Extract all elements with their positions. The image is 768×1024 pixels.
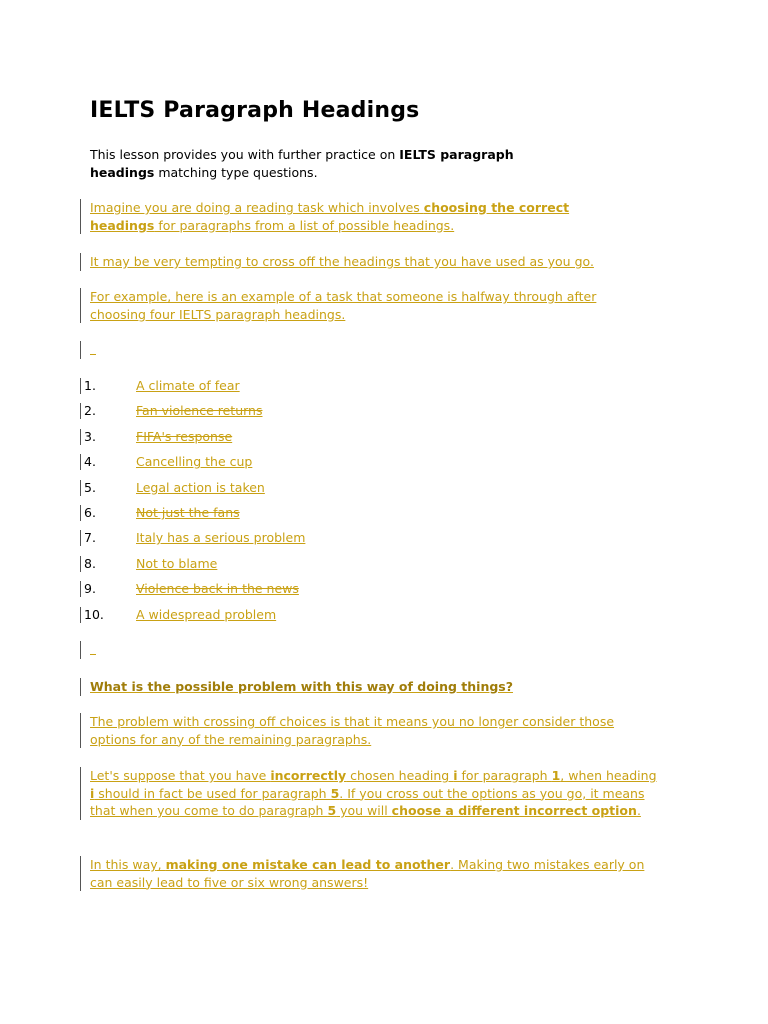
paragraph-mistake[interactable] xyxy=(80,856,665,891)
list-item-number: 4. xyxy=(84,454,96,469)
heading-link[interactable]: A climate of fear xyxy=(136,378,240,393)
p5-m: you will xyxy=(336,803,392,818)
heading-list-item xyxy=(80,453,380,471)
p6-c: . Making two mistakes early on can easily lead to five or six wrong answers! xyxy=(90,857,645,890)
intro-text-end: matching type questions. xyxy=(154,165,318,180)
list-item-number: 6. xyxy=(84,505,96,520)
p5-l: 5 xyxy=(327,803,337,818)
p1-bold: choosing the correct headings xyxy=(90,200,570,233)
empty-link-underline xyxy=(90,641,96,655)
p5-a: Let's suppose that you have xyxy=(90,768,271,783)
heading-link-crossed[interactable]: Violence back in the news xyxy=(136,581,299,596)
heading-link-crossed[interactable]: Not just the fans xyxy=(136,505,240,520)
list-item-bar xyxy=(80,581,81,597)
heading-list-item xyxy=(80,606,380,624)
heading-list-item xyxy=(80,580,380,598)
heading-link[interactable]: Legal action is taken xyxy=(136,480,265,495)
heading-link[interactable]: Cancelling the cup xyxy=(136,454,253,469)
intro-bold: IELTS paragraph headings xyxy=(90,147,514,180)
heading-link-crossed[interactable]: FIFA's response xyxy=(136,429,233,444)
heading-list-item xyxy=(80,479,380,497)
p5-c: chosen heading xyxy=(346,768,454,783)
paragraph-mistake-link[interactable] xyxy=(90,857,644,890)
p5-h: i xyxy=(90,785,95,801)
p5-i: should in fact be used for paragraph xyxy=(94,785,331,801)
paragraph-problem[interactable] xyxy=(80,713,660,748)
list-item-number: 1. xyxy=(84,378,96,393)
intro-text: This lesson provides you with further practice on xyxy=(90,147,400,162)
heading-link[interactable]: Italy has a serious problem xyxy=(136,530,306,545)
paragraph-tempting-link[interactable]: It may be very tempting to cross off the headings that you have used as you go. xyxy=(90,254,594,269)
list-item-number: 7. xyxy=(84,530,96,545)
p5-k: . If you cross out the options as you go, it means that when you come to do paragraph xyxy=(90,785,645,818)
empty-link-1[interactable] xyxy=(80,341,96,359)
list-item-number: 2. xyxy=(84,403,96,418)
heading-link-crossed[interactable]: Fan violence returns xyxy=(136,403,263,418)
p5-g: , when heading xyxy=(560,768,657,783)
p1-text-end: for paragraphs from a list of possible headings. xyxy=(154,217,455,233)
p1-text: Imagine you are doing a reading task which involves xyxy=(90,200,424,215)
p5-f: 1 xyxy=(551,768,561,783)
paragraph-suppose[interactable] xyxy=(80,767,660,820)
p5-e: for paragraph xyxy=(457,768,552,783)
list-item-bar xyxy=(80,378,81,394)
list-item-number: 3. xyxy=(84,429,96,444)
question-link[interactable]: What is the possible problem with this way of doing things? xyxy=(90,679,513,694)
heading-list-item xyxy=(80,377,380,395)
heading-list-item xyxy=(80,402,380,420)
empty-link-underline xyxy=(90,341,96,355)
paragraph-imagine-link[interactable] xyxy=(90,200,569,233)
list-item-bar xyxy=(80,530,81,546)
paragraph-imagine[interactable] xyxy=(80,199,610,234)
p6-a: In this way, xyxy=(90,857,166,872)
list-item-bar xyxy=(80,505,81,521)
p6-b: making one mistake can lead to another xyxy=(165,857,451,872)
list-item-bar xyxy=(80,556,81,572)
list-item-bar xyxy=(80,480,81,496)
p5-o: . xyxy=(636,803,641,818)
intro-paragraph xyxy=(90,146,560,182)
paragraph-example-link[interactable]: For example, here is an example of a task that someone is halfway through after choosing four IELTS paragraph headings. xyxy=(90,289,597,322)
question-heading[interactable] xyxy=(80,678,650,696)
list-item-number: 9. xyxy=(84,581,96,596)
list-item-number: 10. xyxy=(84,607,104,622)
page-title: IELTS Paragraph Headings xyxy=(90,98,420,123)
paragraph-suppose-link[interactable] xyxy=(90,768,657,818)
heading-link[interactable]: Not to blame xyxy=(136,556,218,571)
heading-list-item xyxy=(80,504,380,522)
list-item-bar xyxy=(80,429,81,445)
paragraph-example[interactable] xyxy=(80,288,650,323)
heading-list-item xyxy=(80,529,380,547)
heading-list-item xyxy=(80,555,380,573)
list-item-number: 8. xyxy=(84,556,96,571)
p5-n: choose a different incorrect option xyxy=(391,803,637,818)
list-item-bar xyxy=(80,403,81,419)
heading-link[interactable]: A widespread problem xyxy=(136,607,277,622)
p5-d: i xyxy=(453,768,458,783)
heading-list-item xyxy=(80,428,380,446)
paragraph-problem-link[interactable]: The problem with crossing off choices is that it means you no longer consider those options for any of the remaining paragraphs. xyxy=(90,714,615,747)
list-item-bar xyxy=(80,607,81,623)
p5-b: incorrectly xyxy=(270,768,347,783)
list-item-bar xyxy=(80,454,81,470)
empty-link-2[interactable] xyxy=(80,641,96,659)
p5-j: 5 xyxy=(330,785,340,801)
list-item-number: 5. xyxy=(84,480,96,495)
paragraph-tempting[interactable] xyxy=(80,253,650,271)
